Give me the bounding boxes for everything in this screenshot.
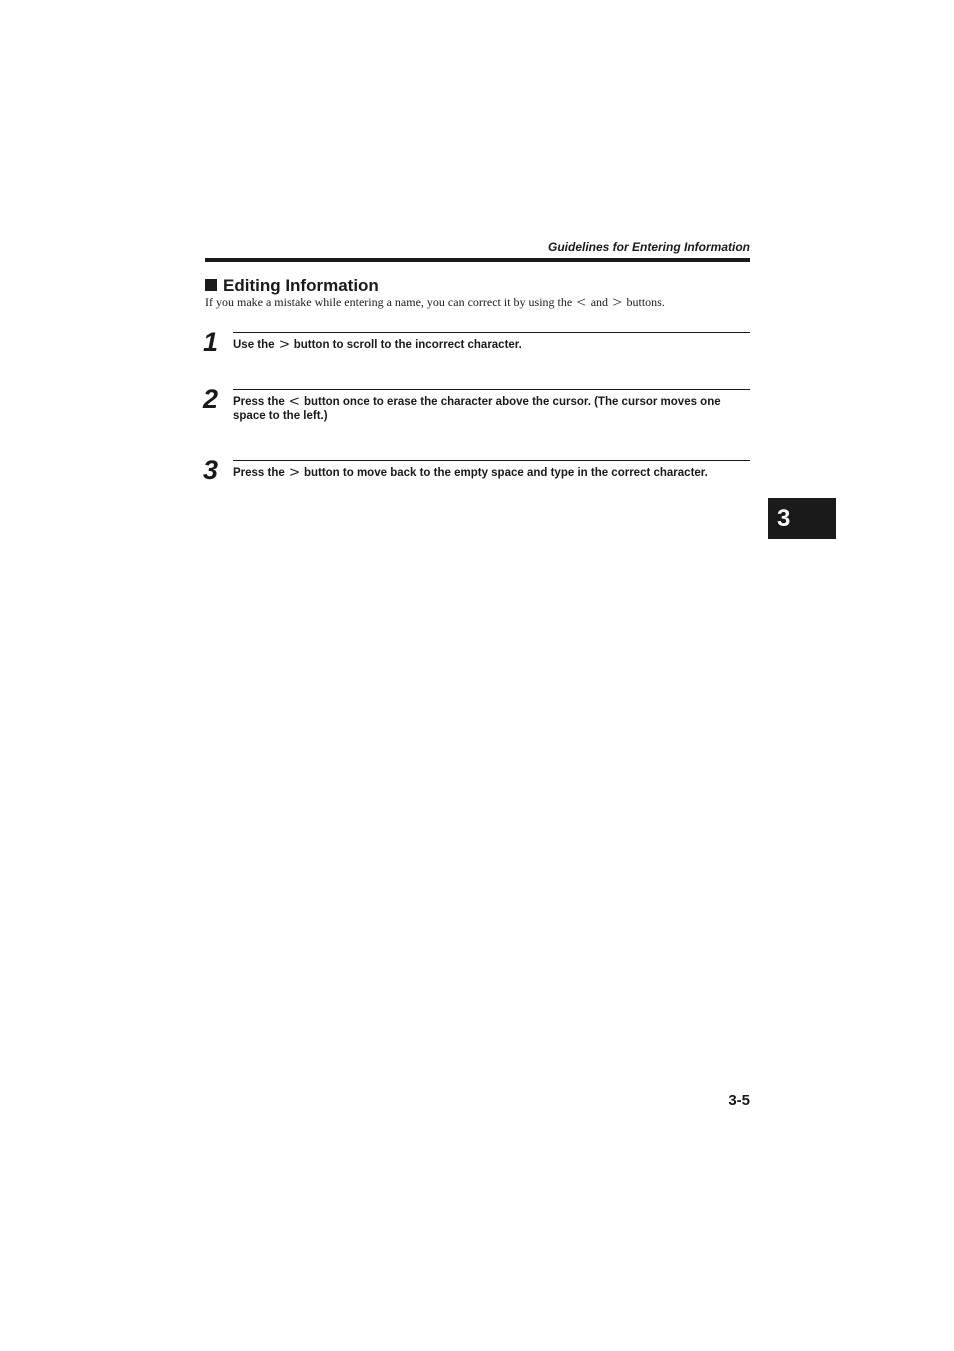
step-number: 3	[203, 455, 219, 485]
square-bullet-icon	[205, 279, 217, 291]
step-text-before: Press the	[233, 467, 285, 479]
running-header: Guidelines for Entering Information	[547, 240, 750, 254]
step-rule	[233, 389, 750, 390]
intro-text-before: If you make a mistake while entering a name, you can correct it by using the	[205, 295, 573, 309]
intro-paragraph	[205, 295, 750, 311]
step-text-after: button to move back to the empty space and type in the correct character.	[303, 467, 708, 479]
chapter-tab: 3	[768, 498, 836, 539]
step-rule	[233, 332, 750, 333]
step-text-before: Press the	[233, 396, 285, 408]
intro-text-after: buttons.	[626, 295, 665, 309]
step-text	[233, 466, 748, 480]
step-text-after: button once to erase the character above the cursor. (The cursor moves one space to the left.)	[233, 396, 721, 422]
step-text	[233, 338, 748, 352]
right-arrow-icon: >	[612, 295, 623, 311]
step-number: 1	[203, 327, 219, 357]
step-text	[233, 395, 748, 423]
left-arrow-icon: <	[576, 295, 587, 311]
step-rule	[233, 460, 750, 461]
step-text-after: button to scroll to the incorrect character.	[293, 339, 522, 351]
header-rule	[205, 258, 750, 262]
section-title	[205, 276, 379, 296]
right-arrow-icon: >	[279, 336, 290, 353]
section-title-text: Editing Information	[223, 276, 379, 295]
step-text-before: Use the	[233, 339, 275, 351]
left-arrow-icon: <	[289, 393, 300, 410]
step-number: 2	[203, 384, 219, 414]
intro-text-middle: and	[590, 295, 609, 309]
right-arrow-icon: >	[289, 464, 300, 481]
page-number: 3-5	[728, 1092, 750, 1109]
